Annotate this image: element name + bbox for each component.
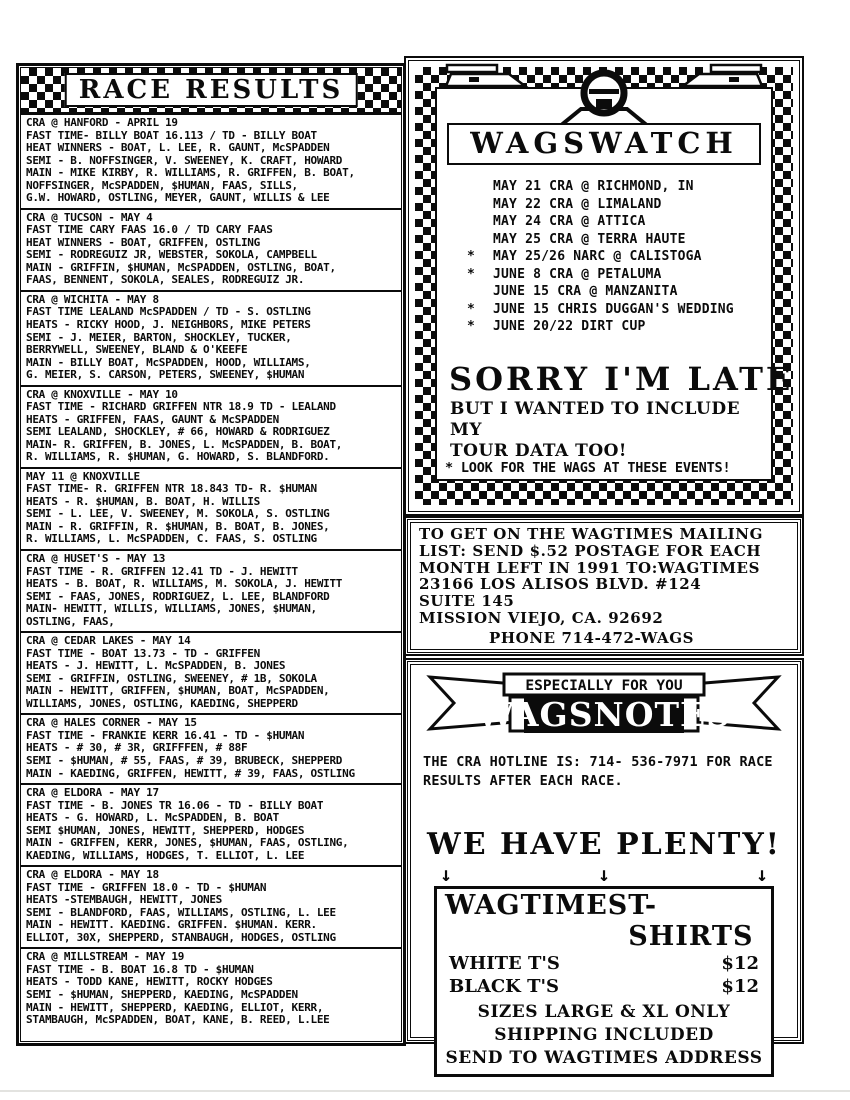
event-row: [467, 213, 771, 231]
race-block-knoxville: [21, 385, 401, 467]
wagswatch-footer-note: * LOOK FOR THE WAGS AT THESE EVENTS!: [445, 460, 731, 476]
tshirt-header-left: WAGTIMES: [445, 889, 629, 921]
text-line: R. WILLIAMS, R. $HUMAN, G. HOWARD, S. BLANDFORD.: [26, 450, 330, 464]
text-line: HEATS - RICKY HOOD, J. NEIGHBORS, MIKE PETERS: [26, 317, 311, 331]
text-line: R. WILLIAMS, L. McSPADDEN, C. FAAS, S. OSTLING: [26, 532, 317, 546]
event-text: JUNE 20/22 DIRT CUP: [493, 319, 646, 334]
event-star: [467, 283, 493, 301]
tshirt-price: $12: [721, 952, 759, 974]
down-arrow-icon: ↓: [440, 861, 453, 886]
race-block-millstream: [21, 947, 401, 1029]
text-line: THE CRA HOTLINE IS: 714- 536-7971 FOR RACE: [423, 754, 773, 770]
down-arrow-icon: ↓: [755, 861, 768, 886]
text-line: FAST TIME - B. BOAT 16.8 TD - $HUMAN: [26, 962, 254, 976]
sprint-car-icon-right: [679, 64, 765, 92]
event-star: *: [467, 301, 476, 317]
text-line: MAIN - KAEDING, GRIFFEN, HEWITT, # 39, FAAS, OSTLING: [26, 766, 355, 780]
text-line: CRA @ HANFORD - APRIL 19: [26, 116, 178, 129]
tshirt-header: [445, 890, 763, 952]
text-line: FAST TIME LEALAND McSPADDEN / TD - S. OSTLING: [26, 305, 311, 319]
down-arrow-icon: ↓: [597, 861, 611, 886]
text-line: HEAT WINNERS - BOAT, GRIFFEN, OSTLING: [26, 235, 260, 249]
tshirt-header-right: T-SHIRTS: [628, 889, 754, 952]
text-line: HEATS - GRIFFEN, FAAS, GAUNT & McSPADDEN: [26, 412, 279, 426]
text-line: SEMI - RODREGUIZ JR, WEBSTER, SOKOLA, CAMPBELL: [26, 248, 317, 262]
ribbon-top-label: ESPECIALLY FOR YOU: [525, 678, 683, 694]
event-row: [467, 301, 771, 319]
text-line: HEATS -STEMBAUGH, HEWITT, JONES: [26, 893, 222, 907]
text-line: FAST TIME - FRANKIE KERR 16.41 - TD - $HUMAN: [26, 728, 305, 742]
tshirt-price: $12: [721, 976, 759, 998]
event-row: [467, 318, 771, 336]
text-line: NOFFSINGER, McSPADDEN, $HUMAN, FAAS, SILLS,: [26, 178, 298, 192]
text-line: SEMI - $HUMAN, SHEPPERD, KAEDING, McSPADDEN: [26, 988, 298, 1001]
text-line: FAST TIME - B. JONES TR 16.06 - TD - BILLY BOAT: [26, 798, 324, 812]
race-block-husets: [21, 549, 401, 631]
text-line: HEATS - J. HEWITT, L. McSPADDEN, B. JONES: [26, 659, 286, 673]
text-line: WILLIAMS, JONES, OSTLING, KAEDING, SHEPPERD: [26, 696, 298, 710]
text-line: MAY 11 @ KNOXVILLE: [26, 469, 140, 483]
mailing-address-text: [411, 523, 797, 627]
tshirt-label: WHITE T'S: [449, 952, 560, 974]
event-star: [467, 213, 493, 231]
text-line: HEAT WINNERS - BOAT, L. LEE, R. GAUNT, McSPADDEN: [26, 141, 330, 155]
text-line: CRA @ HUSET'S - MAY 13: [26, 552, 166, 565]
text-line: G. MEIER, S. CARSON, PETERS, SWEENEY, $HUMAN: [26, 368, 305, 382]
wagsnotes-panel: [404, 658, 804, 1068]
text-line: SEMI - FAAS, JONES, RODRIGUEZ, L. LEE, BLANDFORD: [26, 589, 330, 603]
text-line: G.W. HOWARD, OSTLING, MEYER, GAUNT, WILLIS & LEE: [26, 191, 330, 205]
wagswatch-title: WAGSWATCH: [447, 123, 761, 165]
text-line: MAIN - HEWITT, GRIFFEN, $HUMAN, BOAT, McSPADDEN,: [26, 684, 330, 698]
event-text: MAY 22 CRA @ LIMALAND: [493, 196, 662, 212]
text-line: BERRYWELL, SWEENEY, BLAND & O'KEEFE: [26, 343, 248, 357]
text-line: SEMI - B. NOFFSINGER, V. SWEENEY, K. CRAFT, HOWARD: [26, 153, 343, 167]
race-block-eldora18: [21, 865, 401, 947]
text-line: CRA @ HALES CORNER - MAY 15: [26, 716, 197, 730]
event-text: MAY 25 CRA @ TERRA HAUTE: [493, 231, 686, 247]
tshirt-label: BLACK T'S: [449, 976, 559, 998]
tshirt-note-shipping: SHIPPING INCLUDED: [494, 1024, 714, 1045]
text-line: SEMI $HUMAN, JONES, HEWITT, SHEPPERD, HODGES: [26, 823, 305, 837]
text-line: ELLIOT, 30X, SHEPPERD, STANBAUGH, HODGES, OSTLING: [26, 930, 336, 944]
text-line: CRA @ ELDORA - MAY 18: [26, 868, 159, 882]
wagsnotes-title: WAGSNOTES: [476, 695, 732, 734]
text-line: HEATS - G. HOWARD, L. McSPADDEN, B. BOAT: [26, 811, 279, 825]
we-have-plenty-heading: WE HAVE PLENTY!: [427, 826, 781, 862]
event-star: [467, 178, 493, 196]
wagsnotes-border-inner: [410, 664, 798, 1068]
text-line: FAST TIME- R. GRIFFEN NTR 18.843 TD- R. $HUMAN: [26, 482, 317, 496]
sorry-im-late-heading: SORRY I'M LATE: [449, 359, 794, 398]
race-block-eldora17: [21, 783, 401, 865]
text-line: BUT I WANTED TO INCLUDE MY: [450, 398, 741, 440]
text-line: TO GET ON THE WAGTIMES MAILING: [419, 525, 764, 543]
text-line: SUITE 145: [419, 592, 515, 611]
race-block-tucson: [21, 208, 401, 290]
text-line: 23166 LOS ALISOS BLVD. #124: [419, 575, 702, 594]
cra-hotline-text: [423, 753, 789, 791]
text-line: SEMI - L. LEE, V. SWEENEY, M. SOKOLA, S. OSTLING: [26, 507, 330, 521]
race-block-hanford: [21, 115, 401, 208]
text-line: CRA @ ELDORA - MAY 17: [26, 786, 159, 800]
event-row: [467, 178, 771, 196]
event-text: JUNE 15 CHRIS DUGGAN'S WEDDING: [493, 301, 734, 317]
race-results-panel: [16, 63, 406, 1046]
text-line: HEATS - # 30, # 3R, GRIFFFEN, # 88F: [26, 741, 248, 755]
text-line: FAST TIME - GRIFFEN 18.0 - TD - $HUMAN: [26, 880, 267, 894]
event-row: [467, 231, 771, 249]
event-star: *: [467, 266, 476, 282]
text-line: CRA @ WICHITA - MAY 8: [26, 292, 159, 306]
wagswatch-content: [435, 87, 794, 481]
event-text: MAY 25/26 NARC @ CALISTOGA: [493, 249, 702, 264]
event-text: JUNE 15 CRA @ MANZANITA: [493, 284, 678, 299]
text-line: MAIN - HEWITT. KAEDING. GRIFFEN. $HUMAN. KERR.: [26, 918, 317, 932]
mailing-border-inner: [410, 522, 798, 650]
text-line: MAIN - MIKE KIRBY, R. WILLIAMS, R. GRIFFEN, B. BOAT,: [26, 166, 355, 180]
text-line: MAIN - R. GRIFFIN, R. $HUMAN, B. BOAT, B. JONES,: [26, 519, 330, 533]
text-line: SEMI - BLANDFORD, FAAS, WILLIAMS, OSTLING, L. LEE: [26, 905, 336, 919]
down-arrows: [436, 862, 772, 886]
text-line: HEATS - R. $HUMAN, B. BOAT, H. WILLIS: [26, 494, 260, 508]
tshirt-row-white: [445, 952, 763, 975]
wagsnotes-border-mid: [407, 661, 801, 1068]
event-star: [467, 231, 493, 249]
wagsnotes-ribbon-banner: [418, 671, 790, 739]
event-star: [467, 196, 493, 214]
text-line: CRA @ KNOXVILLE - MAY 10: [26, 387, 178, 401]
text-line: FAST TIME - BOAT 13.73 - TD - GRIFFEN: [26, 646, 260, 660]
text-line: SEMI - J. MEIER, BARTON, SHOCKLEY, TUCKER,: [26, 330, 292, 344]
text-line: MAIN - GRIFFEN, KERR, JONES, $HUMAN, FAAS, OSTLING,: [26, 836, 349, 850]
race-block-wichita: [21, 290, 401, 385]
event-star: *: [467, 249, 476, 264]
text-line: FAST TIME- BILLY BOAT 16.113 / TD - BILLY BOAT: [26, 128, 317, 142]
text-line: MONTH LEFT IN 1991 TO:WAGTIMES: [419, 558, 761, 577]
tshirt-row-black: [445, 975, 763, 998]
text-line: SEMI - GRIFFIN, OSTLING, SWEENEY, # 1B, SOKOLA: [26, 671, 317, 685]
event-row: [467, 266, 771, 284]
text-line: HEATS - B. BOAT, R. WILLIAMS, M. SOKOLA, J. HEWITT: [26, 577, 343, 591]
text-line: OSTLING, FAAS,: [26, 614, 115, 628]
race-results-title: RACE RESULTS: [65, 73, 358, 107]
text-line: MISSION VIEJO, CA. 92692: [419, 608, 664, 627]
text-line: RESULTS AFTER EACH RACE.: [423, 772, 623, 789]
event-row: [467, 196, 771, 214]
race-results-inner-border: [20, 67, 402, 1042]
race-results-list: [21, 115, 401, 1041]
wagswatch-frame: [408, 60, 800, 512]
text-line: FAST TIME - R. GRIFFEN 12.41 TD - J. HEWITT: [26, 564, 298, 578]
text-line: FAST TIME - RICHARD GRIFFEN NTR 18.9 TD - LEALAND: [26, 400, 336, 414]
tshirt-note-sizes: SIZES LARGE & XL ONLY: [477, 1001, 731, 1022]
text-line: SEMI - $HUMAN, # 55, FAAS, # 39, BRUBECK, SHEPPERD: [26, 753, 343, 767]
race-block-cedarlakes: [21, 631, 401, 713]
text-line: MAIN - BILLY BOAT, McSPADDEN, HOOD, WILLIAMS,: [26, 355, 311, 369]
wagswatch-event-list: [467, 178, 771, 336]
text-line: STAMBAUGH, McSPADDEN, BOAT, KANE, B. REED, L.LEE: [26, 1013, 330, 1027]
event-star: *: [467, 319, 476, 334]
tshirt-note-address: SEND TO WAGTIMES ADDRESS: [445, 1047, 763, 1068]
text-line: MAIN- HEWITT, WILLIS, WILLIAMS, JONES, $HUMAN,: [26, 602, 317, 616]
text-line: HEATS - TODD KANE, HEWITT, ROCKY HODGES: [26, 975, 273, 989]
text-line: KAEDING, WILLIAMS, HODGES, T. ELLIOT, L. LEE: [26, 848, 305, 862]
mailing-phone: PHONE 714-472-WAGS: [489, 628, 695, 647]
text-line: MAIN - GRIFFIN, $HUMAN, McSPADDEN, OSTLING, BOAT,: [26, 260, 336, 274]
race-block-halescorner: [21, 713, 401, 783]
mailing-list-panel: [404, 516, 804, 656]
sorry-im-late-subtext: [450, 399, 765, 463]
text-line: TOUR DATA TOO!: [450, 441, 627, 461]
wagswatch-panel: [404, 56, 804, 516]
event-row: [467, 248, 771, 266]
text-line: MAIN - HEWITT, SHEPPERD, KAEDING, ELLIOT, KERR,: [26, 1000, 324, 1014]
race-block-knoxville2: [21, 467, 401, 549]
mailing-border-mid: [407, 519, 801, 653]
text-line: CRA @ CEDAR LAKES - MAY 14: [26, 634, 191, 648]
text-line: SEMI LEALAND, SHOCKLEY, # 66, HOWARD & RODRIGUEZ: [26, 425, 330, 439]
text-line: MAIN- R. GRIFFEN, B. JONES, L. McSPADDEN, B. BOAT,: [26, 437, 343, 451]
text-line: FAAS, BENNENT, SOKOLA, SEALES, RODREGUIZ JR.: [26, 273, 305, 287]
event-row: [467, 283, 771, 301]
scan-edge-shadow: [0, 1090, 850, 1092]
tshirt-order-box: [434, 886, 774, 1077]
event-text: MAY 21 CRA @ RICHMOND, IN: [493, 179, 694, 194]
text-line: CRA @ TUCSON - MAY 4: [26, 210, 153, 224]
event-text: MAY 24 CRA @ ATTICA: [493, 214, 646, 229]
text-line: CRA @ MILLSTREAM - MAY 19: [26, 950, 185, 964]
sprint-car-icon-left: [443, 64, 529, 92]
text-line: LIST: SEND $.52 POSTAGE FOR EACH: [419, 541, 762, 560]
event-text: JUNE 8 CRA @ PETALUMA: [493, 266, 662, 282]
text-line: FAST TIME CARY FAAS 16.0 / TD CARY FAAS: [26, 223, 273, 237]
race-results-header-band: [21, 68, 401, 115]
